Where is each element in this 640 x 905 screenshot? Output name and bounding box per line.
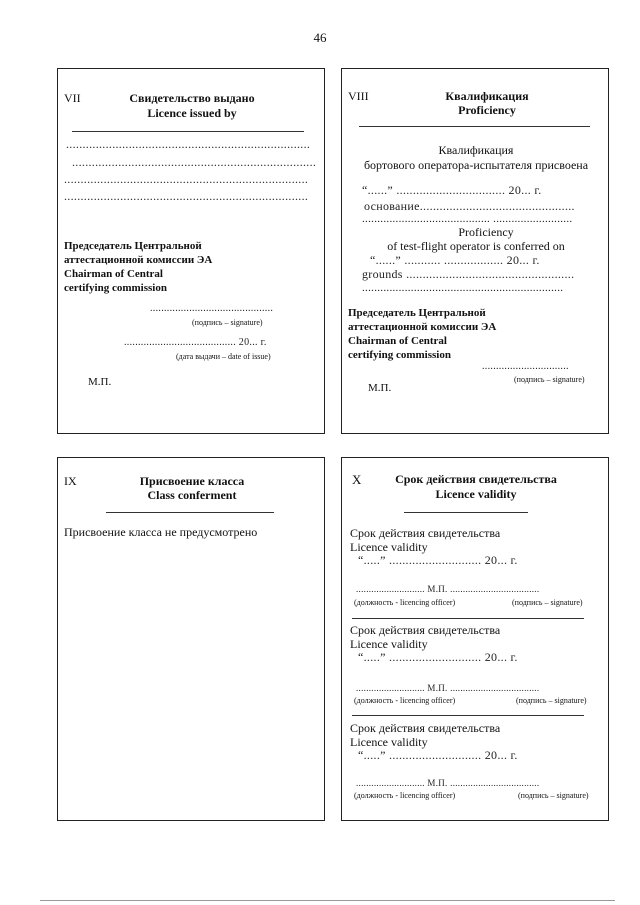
date-en-line: “......” ........... .................. 20... г. bbox=[370, 253, 540, 267]
validity-en: Licence validity bbox=[350, 540, 428, 554]
validity-signature-line: ........................... М.П. ................................... bbox=[356, 778, 540, 788]
basis-ru-line: основание............................................... bbox=[364, 199, 575, 213]
section-title-en: Licence validity bbox=[435, 487, 517, 501]
title-underline bbox=[404, 512, 528, 513]
panel-vii-licence-issued bbox=[57, 68, 325, 434]
section-title-en: Licence issued by bbox=[147, 106, 237, 120]
class-conferment-text: Присвоение класса не предусмотрено bbox=[64, 525, 258, 539]
chairman-ru-line1: Председатель Центральной bbox=[348, 307, 486, 319]
grounds-en-line: grounds ................................................... bbox=[362, 267, 575, 281]
signature-caption: (подпись – signature) bbox=[512, 598, 583, 607]
validity-signature-line: ........................... М.П. ................................... bbox=[356, 584, 540, 594]
issue-date-line: ........................................ 20... г. bbox=[124, 337, 267, 348]
block-separator bbox=[352, 715, 584, 716]
panel-ix-class-conferment bbox=[57, 457, 325, 821]
issuer-dotted-line: .......................................................................... bbox=[66, 137, 311, 151]
signature-caption: (подпись – signature) bbox=[518, 791, 589, 800]
validity-ru: Срок действия свидетельства bbox=[350, 623, 501, 637]
section-number: IX bbox=[64, 474, 77, 488]
chairman-ru-line2: аттестационной комиссии ЭА bbox=[348, 321, 497, 333]
licencing-officer-caption: (должность - licencing officer) bbox=[354, 598, 456, 607]
section-number: X bbox=[352, 472, 362, 487]
validity-date-line: “.....” ............................ 20... г. bbox=[358, 553, 518, 567]
issuer-dotted-line: .......................................................................... bbox=[64, 189, 309, 203]
issuer-dotted-line: .......................................................................... bbox=[72, 155, 317, 169]
section-title-en: Proficiency bbox=[458, 103, 516, 117]
validity-ru: Срок действия свидетельства bbox=[350, 721, 501, 735]
signature-caption: (подпись – signature) bbox=[192, 318, 263, 327]
page-number: 46 bbox=[313, 30, 327, 45]
licencing-officer-caption: (должность - licencing officer) bbox=[354, 696, 456, 705]
issue-date-caption: (дата выдачи – date of issue) bbox=[176, 352, 271, 361]
section-number: VII bbox=[64, 91, 81, 105]
qualification-ru: Квалификация bbox=[438, 143, 514, 157]
date-ru-line: “......” ................................. 20... г. bbox=[362, 183, 542, 197]
validity-en: Licence validity bbox=[350, 637, 428, 651]
validity-ru: Срок действия свидетельства bbox=[350, 526, 501, 540]
basis-dotted-line: .......................................... .......................... bbox=[362, 213, 573, 225]
title-underline bbox=[359, 126, 590, 127]
validity-date-line: “.....” ............................ 20... г. bbox=[358, 748, 518, 762]
panel-x-licence-validity bbox=[341, 457, 609, 821]
signature-dots: ............................................ bbox=[150, 303, 274, 314]
section-title-ru: Присвоение класса bbox=[139, 474, 245, 488]
issuer-dotted-line: .......................................................................... bbox=[64, 172, 309, 186]
title-underline bbox=[72, 131, 304, 132]
section-title-en: Class conferment bbox=[147, 488, 237, 502]
signature-dots: ............................... bbox=[482, 361, 569, 372]
section-title-ru: Свидетельство выдано bbox=[129, 91, 255, 105]
signature-caption: (подпись – signature) bbox=[514, 375, 585, 384]
section-title-ru: Квалификация bbox=[445, 89, 529, 103]
grounds-dotted-line: .................................................................. bbox=[362, 282, 564, 294]
chairman-en-line1: Chairman of Central bbox=[348, 335, 447, 347]
section-title-ru: Срок действия свидетельства bbox=[395, 472, 557, 486]
title-underline bbox=[106, 512, 274, 513]
panel-viii-proficiency bbox=[341, 68, 609, 434]
validity-signature-line: ........................... М.П. ................................... bbox=[356, 683, 540, 693]
validity-en: Licence validity bbox=[350, 735, 428, 749]
proficiency-en-2: of test-flight operator is conferred on bbox=[387, 239, 565, 253]
stamp-place: М.П. bbox=[88, 376, 112, 388]
stamp-place: М.П. bbox=[368, 382, 392, 394]
section-number: VIII bbox=[348, 89, 369, 103]
block-separator bbox=[352, 618, 584, 619]
validity-date-line: “.....” ............................ 20... г. bbox=[358, 650, 518, 664]
proficiency-en: Proficiency bbox=[458, 225, 514, 239]
signature-caption: (подпись – signature) bbox=[516, 696, 587, 705]
licencing-officer-caption: (должность - licencing officer) bbox=[354, 791, 456, 800]
chairman-en-line1: Chairman of Central bbox=[64, 268, 163, 280]
chairman-en-line2: certifying commission bbox=[348, 349, 451, 361]
chairman-en-line2: certifying commission bbox=[64, 282, 167, 294]
chairman-ru-line2: аттестационной комиссии ЭА bbox=[64, 254, 213, 266]
qualification-ru-2: бортового оператора-испытателя присвоена bbox=[363, 158, 589, 172]
page-bottom-rule bbox=[40, 900, 615, 901]
chairman-ru-line1: Председатель Центральной bbox=[64, 240, 202, 252]
